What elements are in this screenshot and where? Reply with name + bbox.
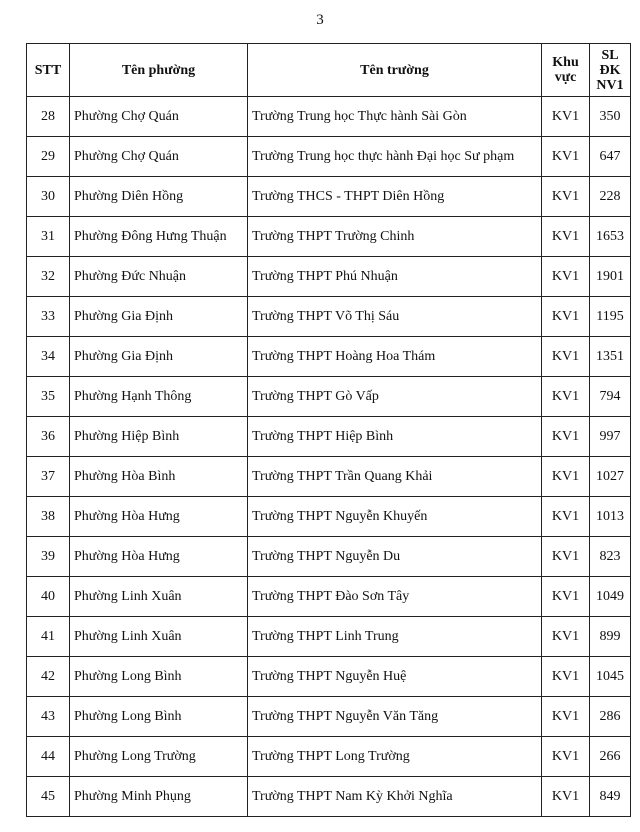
cell-ward: Phường Linh Xuân <box>70 617 248 657</box>
cell-stt: 38 <box>27 497 70 537</box>
page-number: 3 <box>316 12 324 28</box>
cell-stt: 45 <box>27 777 70 817</box>
cell-ward: Phường Đông Hưng Thuận <box>70 217 248 257</box>
cell-ward: Phường Diên Hồng <box>70 177 248 217</box>
cell-count: 1049 <box>590 577 631 617</box>
cell-ward: Phường Gia Định <box>70 337 248 377</box>
table-row <box>27 257 631 297</box>
cell-ward: Phường Long Trường <box>70 737 248 777</box>
cell-area: KV1 <box>542 617 590 657</box>
cell-count: 286 <box>590 697 631 737</box>
header-ward: Tên phường <box>70 44 248 97</box>
cell-area: KV1 <box>542 457 590 497</box>
cell-count: 823 <box>590 537 631 577</box>
cell-stt: 40 <box>27 577 70 617</box>
cell-ward: Phường Hiệp Bình <box>70 417 248 457</box>
cell-ward: Phường Đức Nhuận <box>70 257 248 297</box>
cell-ward: Phường Chợ Quán <box>70 97 248 137</box>
cell-area: KV1 <box>542 337 590 377</box>
table-row <box>27 577 631 617</box>
cell-count: 1013 <box>590 497 631 537</box>
cell-count: 997 <box>590 417 631 457</box>
header-area-line1: Khu <box>552 55 579 70</box>
cell-school: Trường THPT Nguyễn Văn Tăng <box>248 697 542 737</box>
cell-ward: Phường Chợ Quán <box>70 137 248 177</box>
cell-count: 266 <box>590 737 631 777</box>
cell-school: Trường THPT Nguyễn Du <box>248 537 542 577</box>
table-row <box>27 697 631 737</box>
table-row <box>27 777 631 817</box>
header-row <box>27 44 631 97</box>
cell-stt: 29 <box>27 137 70 177</box>
cell-school: Trường THPT Hiệp Bình <box>248 417 542 457</box>
cell-area: KV1 <box>542 697 590 737</box>
header-count-line2: ĐK <box>599 62 621 78</box>
cell-ward: Phường Gia Định <box>70 297 248 337</box>
cell-ward: Phường Hòa Bình <box>70 457 248 497</box>
cell-stt: 42 <box>27 657 70 697</box>
cell-count: 350 <box>590 97 631 137</box>
cell-area: KV1 <box>542 537 590 577</box>
cell-stt: 36 <box>27 417 70 457</box>
cell-stt: 34 <box>27 337 70 377</box>
cell-school: Trường THPT Phú Nhuận <box>248 257 542 297</box>
cell-school: Trường THPT Hoàng Hoa Thám <box>248 337 542 377</box>
header-area-line2: vực <box>554 70 577 85</box>
table-header <box>27 44 631 97</box>
table-row <box>27 177 631 217</box>
cell-school: Trường THPT Nam Kỳ Khởi Nghĩa <box>248 777 542 817</box>
cell-school: Trường THPT Trường Chinh <box>248 217 542 257</box>
header-school: Tên trường <box>248 44 542 97</box>
cell-stt: 30 <box>27 177 70 217</box>
header-stt: STT <box>27 44 70 97</box>
cell-school: Trường Trung học Thực hành Sài Gòn <box>248 97 542 137</box>
cell-ward: Phường Hòa Hưng <box>70 497 248 537</box>
table-row <box>27 657 631 697</box>
cell-count: 1195 <box>590 297 631 337</box>
cell-school: Trường THPT Trần Quang Khải <box>248 457 542 497</box>
cell-stt: 44 <box>27 737 70 777</box>
cell-ward: Phường Minh Phụng <box>70 777 248 817</box>
table-row <box>27 377 631 417</box>
header-count-line1: SL <box>601 47 619 63</box>
cell-count: 1351 <box>590 337 631 377</box>
cell-school: Trường THCS - THPT Diên Hồng <box>248 177 542 217</box>
table-row <box>27 417 631 457</box>
cell-area: KV1 <box>542 257 590 297</box>
cell-area: KV1 <box>542 417 590 457</box>
cell-school: Trường THPT Võ Thị Sáu <box>248 297 542 337</box>
cell-stt: 39 <box>27 537 70 577</box>
cell-school: Trường THPT Long Trường <box>248 737 542 777</box>
table-row <box>27 617 631 657</box>
cell-area: KV1 <box>542 97 590 137</box>
cell-count: 1045 <box>590 657 631 697</box>
cell-ward: Phường Linh Xuân <box>70 577 248 617</box>
table-row <box>27 457 631 497</box>
cell-area: KV1 <box>542 577 590 617</box>
table-row <box>27 297 631 337</box>
header-area <box>542 44 590 97</box>
cell-area: KV1 <box>542 177 590 217</box>
cell-stt: 41 <box>27 617 70 657</box>
cell-stt: 35 <box>27 377 70 417</box>
table-row <box>27 97 631 137</box>
cell-school: Trường THPT Nguyễn Huệ <box>248 657 542 697</box>
cell-count: 647 <box>590 137 631 177</box>
cell-ward: Phường Hạnh Thông <box>70 377 248 417</box>
cell-count: 1027 <box>590 457 631 497</box>
cell-stt: 32 <box>27 257 70 297</box>
cell-area: KV1 <box>542 657 590 697</box>
cell-area: KV1 <box>542 217 590 257</box>
cell-area: KV1 <box>542 297 590 337</box>
cell-ward: Phường Long Bình <box>70 697 248 737</box>
cell-count: 228 <box>590 177 631 217</box>
table-row <box>27 137 631 177</box>
cell-stt: 28 <box>27 97 70 137</box>
school-registration-table <box>26 43 631 817</box>
table-row <box>27 737 631 777</box>
cell-count: 899 <box>590 617 631 657</box>
cell-count: 1653 <box>590 217 631 257</box>
header-count <box>590 44 631 97</box>
header-count-line3: NV1 <box>596 77 624 93</box>
cell-area: KV1 <box>542 137 590 177</box>
cell-school: Trường THPT Đào Sơn Tây <box>248 577 542 617</box>
cell-count: 849 <box>590 777 631 817</box>
table-body <box>27 97 631 817</box>
cell-school: Trường THPT Nguyễn Khuyến <box>248 497 542 537</box>
table-row <box>27 537 631 577</box>
cell-count: 1901 <box>590 257 631 297</box>
cell-stt: 31 <box>27 217 70 257</box>
cell-school: Trường THPT Linh Trung <box>248 617 542 657</box>
cell-area: KV1 <box>542 497 590 537</box>
cell-school: Trường THPT Gò Vấp <box>248 377 542 417</box>
table-row <box>27 497 631 537</box>
cell-school: Trường Trung học thực hành Đại học Sư phạm <box>248 137 542 177</box>
cell-ward: Phường Hòa Hưng <box>70 537 248 577</box>
cell-stt: 37 <box>27 457 70 497</box>
cell-count: 794 <box>590 377 631 417</box>
cell-ward: Phường Long Bình <box>70 657 248 697</box>
cell-area: KV1 <box>542 777 590 817</box>
cell-stt: 33 <box>27 297 70 337</box>
cell-stt: 43 <box>27 697 70 737</box>
cell-area: KV1 <box>542 377 590 417</box>
table-row <box>27 337 631 377</box>
table-row <box>27 217 631 257</box>
cell-area: KV1 <box>542 737 590 777</box>
